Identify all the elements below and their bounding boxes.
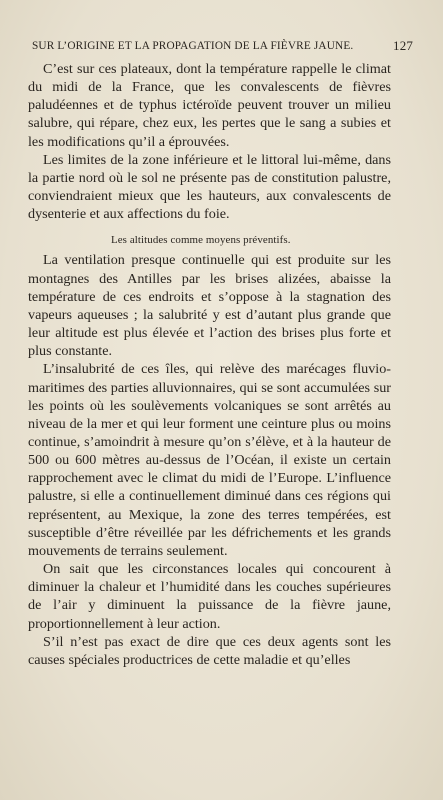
page-header	[32, 40, 413, 56]
paragraph: L’insalubrité de ces îles, qui relève des marécages fluvio-maritimes des parties alluvionnaires, qui se sont accumulées sur les points où les soulèvements volcaniques se sont arrêtés au niveau de la mer et qui leur forment une ceinture plus ou moins continue, s’amoindrit à mesure qu’on s’élève, et à la hauteur de 500 ou 600 mètres au-dessus de l’Océan, il existe un certain rapprochement avec le climat du midi de l’Europe. L’influence palustre, si elle a continuellement diminué dans ces régions qui représentent, au Mexique, la zone des terres tempérées, est susceptible d’être réveillée par les défrichements et les grands mouvements de terrains seulement.	[28, 361, 391, 559]
running-title: SUR L’ORIGINE ET LA PROPAGATION DE LA FIÈVRE JAUNE.	[32, 40, 354, 52]
body-text	[28, 60, 391, 669]
paragraph: C’est sur ces plateaux, dont la température rappelle le climat du midi de la France, que les convalescents de fièvres paludéennes et de typhus ictéroïde peuvent trouver un milieu salubre, qui répare, chez eux, les pertes que le sang a subies et les modifications qu’il a éprouvées.	[28, 61, 391, 150]
paragraph: Les limites de la zone inférieure et le littoral lui-même, dans la partie nord où le sol ne présente pas de constitution palustre, conviendraient mieux que les hauteurs, aux convalescents de dysenterie et aux affections du foie.	[28, 151, 391, 223]
paragraph: La ventilation presque continuelle qui est produite sur les montagnes des Antilles par les brises alizées, abaisse la température de ces endroits et s’oppose à la stagnation des vapeurs aqueuses ; la salubrité y est d’autant plus grande que leur altitude est plus élevée et l’action des brises plus forte et plus constante.	[28, 252, 391, 360]
paragraph: S’il n’est pas exact de dire que ces deux agents sont les causes spéciales productrices de cette maladie et qu’elles	[28, 633, 391, 668]
page-number: 127	[393, 38, 413, 53]
paragraph: On sait que les circonstances locales qui concourent à diminuer la chaleur et l’humidité dans les couches supérieures de l’air y diminuent la puissance de la fièvre jaune, proportionnellement à leur action.	[28, 561, 391, 632]
section-heading: Les altitudes comme moyens préventifs.	[111, 234, 291, 247]
